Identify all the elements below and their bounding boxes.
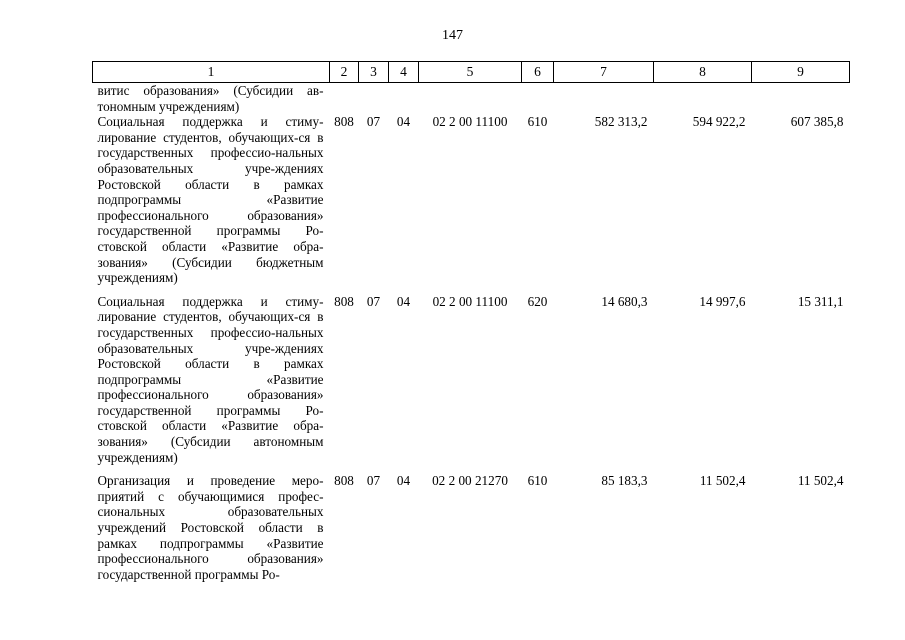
header-col-5: 5 bbox=[419, 62, 522, 83]
row-ministry-code: 808 bbox=[334, 473, 354, 489]
table-row bbox=[93, 294, 850, 474]
budget-table bbox=[92, 61, 850, 590]
row-amount-col9: 15 311,1 bbox=[797, 293, 844, 309]
row-amount-col9: 11 502,4 bbox=[797, 473, 844, 489]
row-amount-col8: 594 922,2 bbox=[692, 114, 746, 130]
row-target-code: 02 2 00 11100 bbox=[432, 293, 508, 309]
table-row bbox=[93, 473, 850, 590]
row-section-code: 07 bbox=[366, 473, 381, 489]
continuation-row bbox=[93, 83, 850, 115]
header-col-6: 6 bbox=[522, 62, 554, 83]
row-amount-col7: 14 680,3 bbox=[601, 293, 648, 309]
header-col-1: 1 bbox=[93, 62, 330, 83]
row-name: Социальная поддержка и стиму-лирование студентов, обучающих-ся в государственных профессио-нальных образовательных учре-ждениях Ростовской области в рамках подпрограммы «Развитие профессионального образования» государственной программы Ро-стовской области «Развитие обра-зования» (Субсидии бюджетным учреждениям) bbox=[97, 114, 324, 286]
row-name: Социальная поддержка и стиму-лирование студентов, обучающих-ся в государственных профессио-нальных образовательных учре-ждениях Ростовской области в рамках подпрограммы «Развитие профессионального образования» государственной программы Ро-стовской области «Развитие обра-зования» (Субсидии автономным учреждениям) bbox=[97, 293, 324, 465]
row-section-code: 07 bbox=[366, 114, 381, 130]
table-row bbox=[93, 114, 850, 294]
row-amount-col8: 11 502,4 bbox=[699, 473, 746, 489]
page-number: 147 bbox=[442, 28, 463, 43]
row-section-code: 07 bbox=[366, 293, 381, 309]
row-target-code: 02 2 00 21270 bbox=[432, 473, 508, 489]
row-amount-col7: 582 313,2 bbox=[594, 114, 648, 130]
row-expense-type: 620 bbox=[527, 293, 548, 309]
header-col-9: 9 bbox=[752, 62, 850, 83]
row-target-code: 02 2 00 11100 bbox=[432, 114, 508, 130]
header-col-4: 4 bbox=[389, 62, 419, 83]
header-col-3: 3 bbox=[359, 62, 389, 83]
row-amount-col7: 85 183,3 bbox=[601, 473, 648, 489]
row-subsection-code: 04 bbox=[396, 114, 411, 130]
header-col-8: 8 bbox=[654, 62, 752, 83]
continuation-name: витис образования» (Субсидии ав-тономным учреждениям) bbox=[97, 83, 324, 114]
header-row bbox=[93, 62, 850, 83]
row-ministry-code: 808 bbox=[334, 293, 354, 309]
row-expense-type: 610 bbox=[527, 114, 548, 130]
row-ministry-code: 808 bbox=[334, 114, 354, 130]
header-col-7: 7 bbox=[554, 62, 654, 83]
header-col-2: 2 bbox=[330, 62, 359, 83]
row-name: Организация и проведение меро-приятий с обучающимися профес-сиональных образовательных учреждений Ростовской области в рамках подпрограммы «Развитие профессионального образования» государственной программы Ро- bbox=[97, 473, 324, 582]
row-amount-col8: 14 997,6 bbox=[699, 293, 746, 309]
row-subsection-code: 04 bbox=[396, 293, 411, 309]
row-amount-col9: 607 385,8 bbox=[790, 114, 844, 130]
row-expense-type: 610 bbox=[527, 473, 548, 489]
row-subsection-code: 04 bbox=[396, 473, 411, 489]
